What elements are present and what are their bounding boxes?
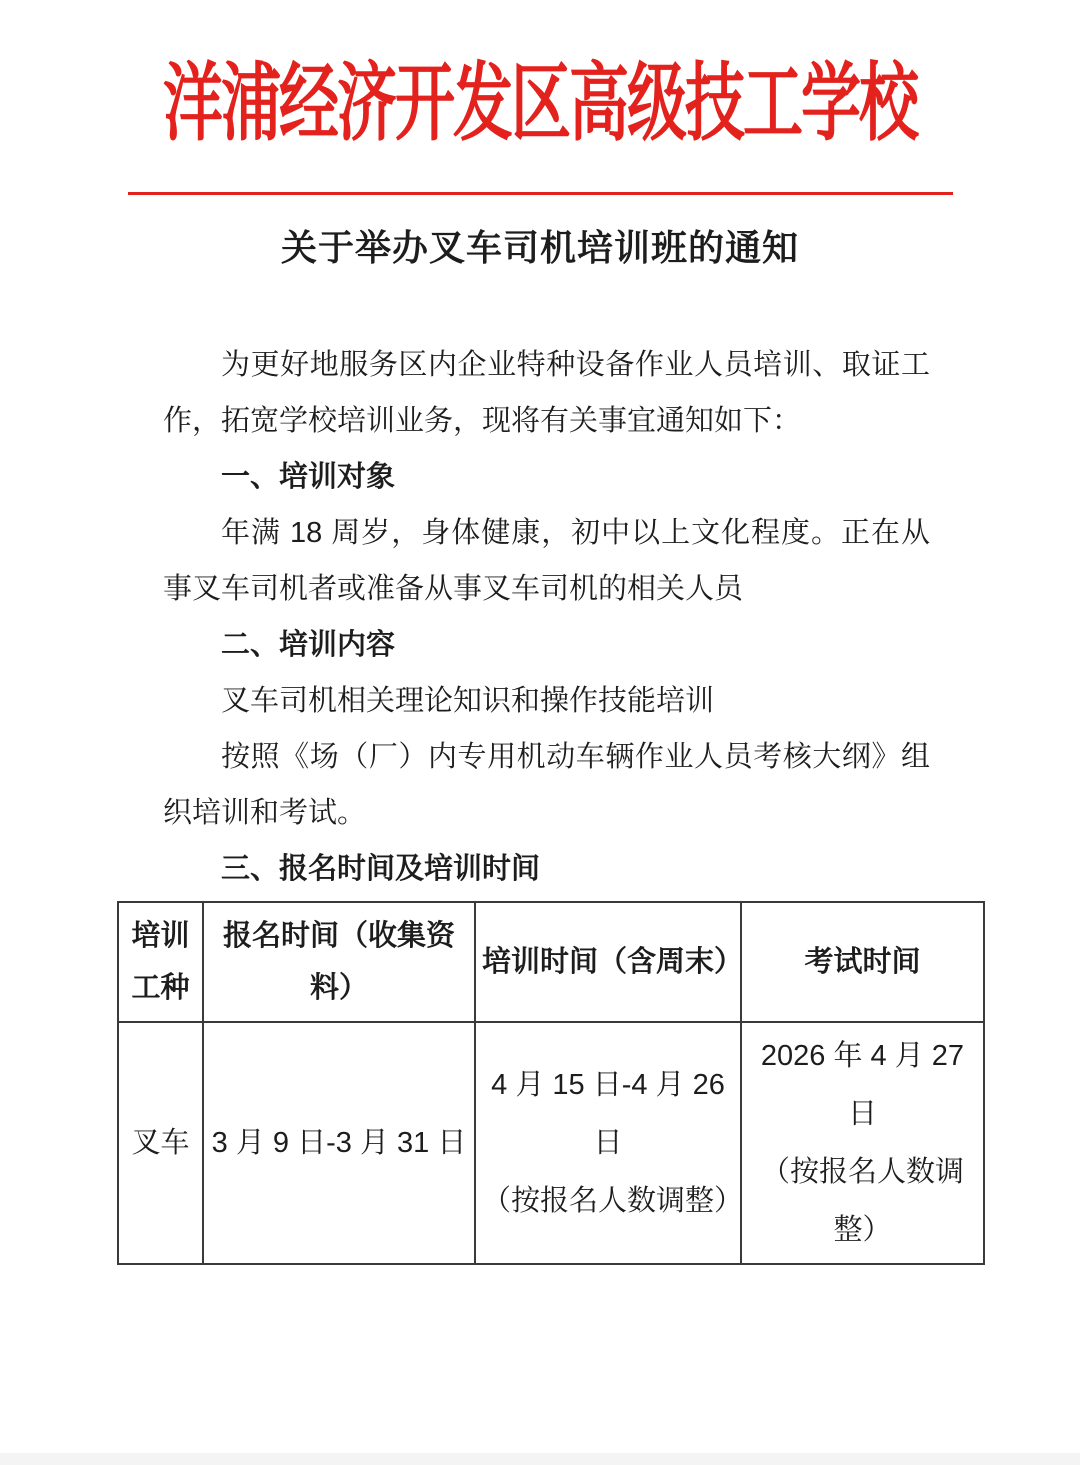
header-divider-line (128, 192, 953, 195)
notice-body (163, 337, 930, 897)
section-2-heading: 二、培训内容 (221, 629, 396, 661)
header-training-time: 培训时间（含周末） (475, 902, 741, 1022)
exam-time-date: 2026 年 4 月 27 日 (760, 1040, 965, 1130)
schedule-table (117, 901, 985, 1265)
document-header (0, 0, 1080, 158)
section-1-paragraph: 年满 18 周岁，身体健康，初中以上文化程度。正在从事叉车司机者或准备从事叉车司机的相关人员 (163, 517, 930, 605)
school-name-title: 洋浦经济开发区高级技工学校 (163, 55, 917, 151)
cell-registration-time: 3 月 9 日-3 月 31 日 (203, 1022, 475, 1264)
section-1-heading: 一、培训对象 (221, 461, 396, 493)
cell-job-type: 叉车 (118, 1022, 203, 1264)
training-time-note: （按报名人数调整） (482, 1185, 744, 1217)
cell-training-time (475, 1022, 744, 1264)
cell-exam-time (741, 1022, 984, 1264)
notice-title: 关于举办叉车司机培训班的通知 (280, 227, 799, 268)
intro-paragraph: 为更好地服务区内企业特种设备作业人员培训、取证工作，拓宽学校培训业务，现将有关事宜通知如下： (163, 349, 930, 437)
exam-time-note: （按报名人数调整） (760, 1156, 964, 1246)
section-2-paragraph-2: 按照《场（厂）内专用机动车辆作业人员考核大纲》组织培训和考试。 (163, 741, 930, 829)
schedule-table-row (118, 1022, 984, 1264)
schedule-table-header-row (118, 902, 984, 1022)
header-job-type: 培训工种 (118, 902, 203, 1022)
header-exam-time: 考试时间 (741, 902, 984, 1022)
bottom-strip (0, 1453, 1080, 1465)
training-time-range: 4 月 15 日-4 月 26 日 (491, 1069, 725, 1159)
section-2-paragraph-1: 叉车司机相关理论知识和操作技能培训 (221, 685, 715, 717)
header-registration-time: 报名时间（收集资料） (203, 902, 475, 1022)
section-3-heading: 三、报名时间及培训时间 (221, 853, 541, 885)
